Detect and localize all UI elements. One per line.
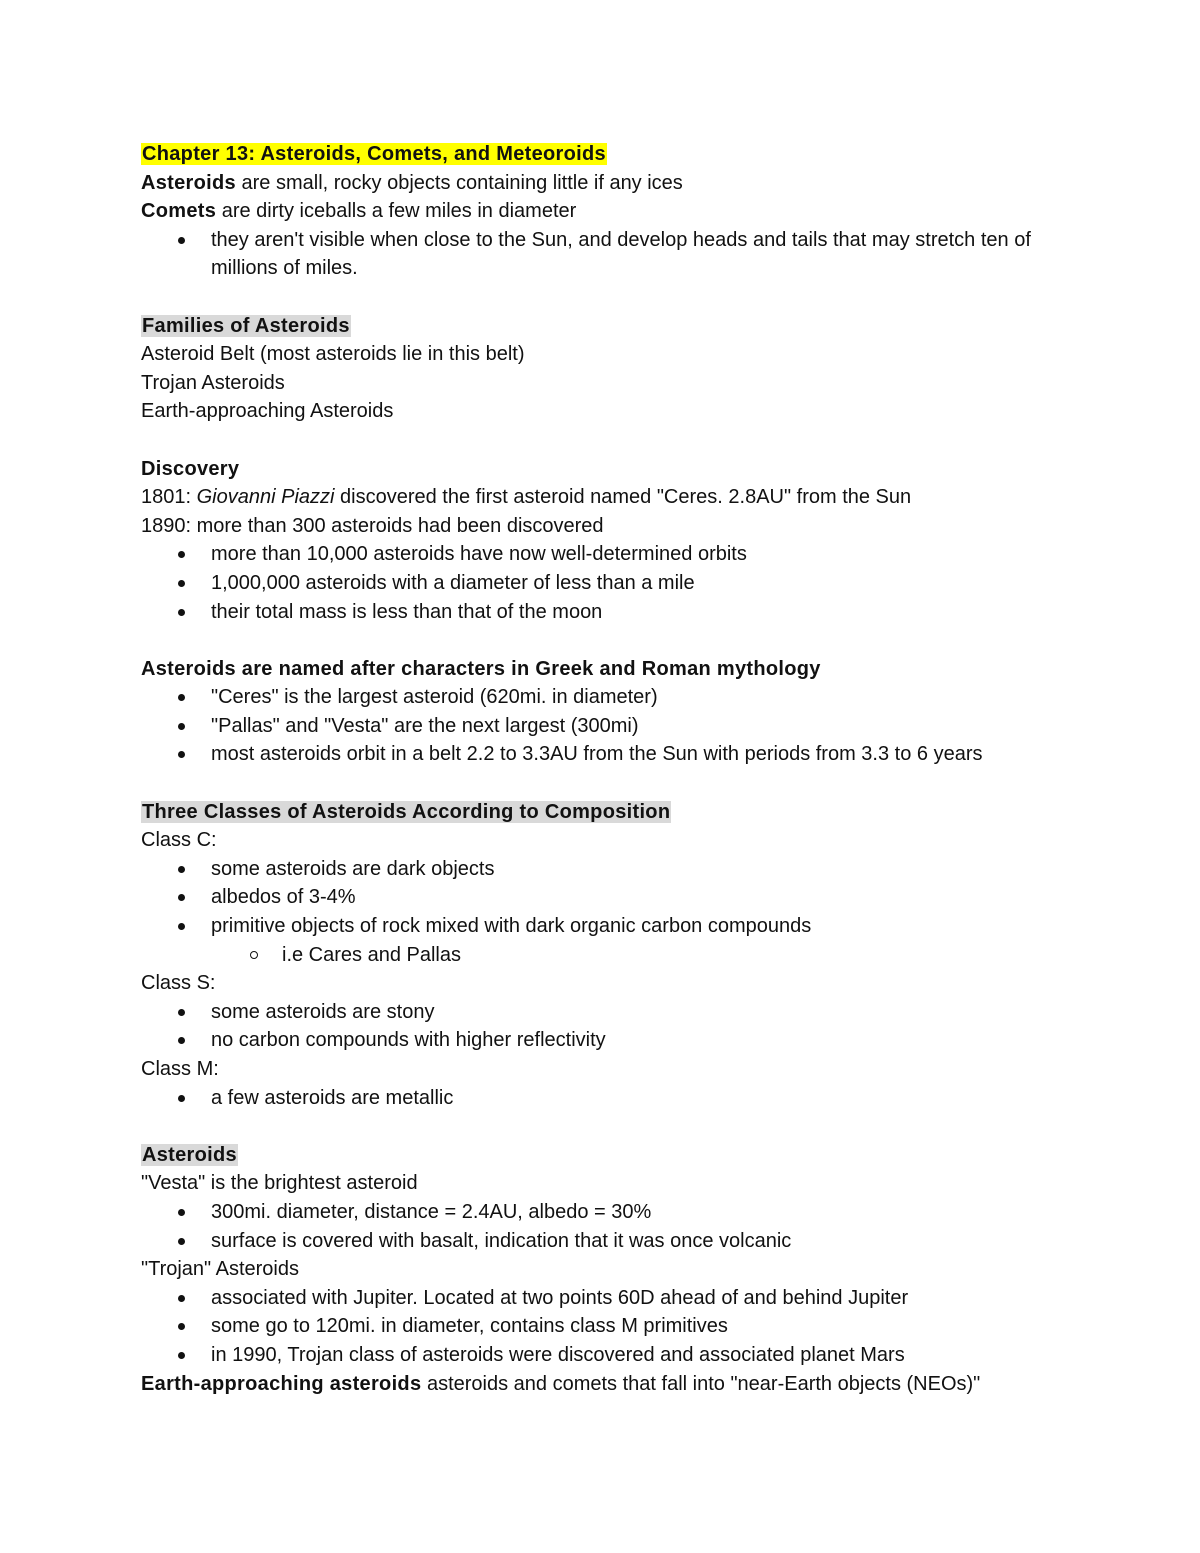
classes-heading-line <box>141 798 1071 827</box>
asteroids-heading: Asteroids <box>142 1143 237 1166</box>
comets-bullet-text: they aren't visible when close to the Sun, and develop heads and tails that may stretch ten of millions of miles. <box>211 228 1031 280</box>
list-item <box>141 569 1071 598</box>
list-item <box>141 855 1071 884</box>
comets-definition <box>141 197 1071 226</box>
sub-list-item-text: i.e Cares and Pallas <box>282 943 461 966</box>
list-item <box>141 883 1071 912</box>
asteroids-term: Asteroids <box>141 171 236 194</box>
list-item-text: some asteroids are dark objects <box>211 857 495 880</box>
list-item-text: associated with Jupiter. Located at two points 60D ahead of and behind Jupiter <box>211 1286 909 1309</box>
family-item: Trojan Asteroids <box>141 371 285 394</box>
list-item <box>141 683 1071 712</box>
list-item-text: "Ceres" is the largest asteroid (620mi. in diameter) <box>211 686 658 709</box>
bullet-icon <box>178 551 185 558</box>
earth-approaching-def-text: asteroids and comets that fall into "near-Earth objects (NEOs)" <box>421 1372 981 1395</box>
families-heading-line <box>141 312 1071 341</box>
bullet-icon <box>178 580 185 587</box>
mythology-heading-line <box>141 655 1071 684</box>
list-item <box>141 998 1071 1027</box>
list-item-text: more than 10,000 asteroids have now well-determined orbits <box>211 543 747 566</box>
bullet-icon <box>178 923 185 930</box>
classes-heading: Three Classes of Asteroids According to Composition <box>142 800 671 823</box>
document-page <box>141 140 1071 1398</box>
class-s-label: Class S: <box>141 972 216 995</box>
bullet-icon <box>178 1009 185 1016</box>
list-item-text: most asteroids orbit in a belt 2.2 to 3.3AU from the Sun with periods from 3.3 to 6 years <box>211 743 983 766</box>
earth-approaching-definition <box>141 1370 1071 1399</box>
comets-def-text: are dirty iceballs a few miles in diameter <box>216 200 577 223</box>
bullet-icon <box>178 1037 185 1044</box>
discovery-year: 1801: <box>141 486 197 509</box>
bullet-icon <box>178 894 185 901</box>
list-item <box>141 912 1071 941</box>
bullet-icon <box>178 866 185 873</box>
class-c-label: Class C: <box>141 829 217 852</box>
list-item <box>141 598 1071 627</box>
list-item-text: primitive objects of rock mixed with dark organic carbon compounds <box>211 915 812 938</box>
bullet-icon <box>178 694 185 701</box>
list-item <box>141 226 1071 283</box>
discovery-detail: discovered the first asteroid named "Ceres. 2.8AU" from the Sun <box>334 486 912 509</box>
list-item-text: no carbon compounds with higher reflectivity <box>211 1029 606 1052</box>
discovery-line-1890: 1890: more than 300 asteroids had been discovered <box>141 514 604 537</box>
bullet-icon <box>178 1095 185 1102</box>
list-item-text: 1,000,000 asteroids with a diameter of less than a mile <box>211 571 695 594</box>
list-item <box>141 740 1071 769</box>
list-item-text: "Pallas" and "Vesta" are the next largest (300mi) <box>211 714 639 737</box>
list-item-text: a few asteroids are metallic <box>211 1086 454 1109</box>
list-item <box>141 712 1071 741</box>
list-item <box>141 1227 1071 1256</box>
list-item-text: albedos of 3-4% <box>211 886 356 909</box>
bullet-icon <box>178 751 185 758</box>
bullet-icon <box>178 237 185 244</box>
family-item: Asteroid Belt (most asteroids lie in this belt) <box>141 343 525 366</box>
asteroids-definition <box>141 169 1071 198</box>
discovery-line-1801 <box>141 483 1071 512</box>
vesta-line: "Vesta" is the brightest asteroid <box>141 1172 418 1195</box>
list-item-text: their total mass is less than that of the moon <box>211 600 603 623</box>
list-item-text: in 1990, Trojan class of asteroids were discovered and associated planet Mars <box>211 1343 905 1366</box>
family-item: Earth-approaching Asteroids <box>141 400 394 423</box>
bullet-icon <box>178 1238 185 1245</box>
comets-term: Comets <box>141 200 217 223</box>
list-item <box>141 1026 1071 1055</box>
list-item <box>141 1198 1071 1227</box>
list-item-text: 300mi. diameter, distance = 2.4AU, albedo = 30% <box>211 1200 652 1223</box>
chapter-heading-line <box>141 140 1071 169</box>
asteroids-def-text: are small, rocky objects containing little if any ices <box>235 171 683 194</box>
bullet-icon <box>178 609 185 616</box>
bullet-icon <box>178 723 185 730</box>
bullet-icon <box>178 1352 185 1359</box>
list-item <box>141 540 1071 569</box>
families-heading: Families of Asteroids <box>142 314 350 337</box>
list-item-text: some go to 120mi. in diameter, contains class M primitives <box>211 1315 728 1338</box>
bullet-icon <box>178 1295 185 1302</box>
list-item <box>141 1341 1071 1370</box>
asteroids-heading-line <box>141 1141 1071 1170</box>
discovery-heading-line <box>141 455 1071 484</box>
trojan-line: "Trojan" Asteroids <box>141 1258 299 1281</box>
list-item-text: surface is covered with basalt, indication that it was once volcanic <box>211 1229 792 1252</box>
discoverer-name: Giovanni Piazzi <box>196 486 335 509</box>
class-m-label: Class M: <box>141 1058 219 1080</box>
bullet-icon <box>178 1323 185 1330</box>
list-item-text: some asteroids are stony <box>211 1000 435 1023</box>
bullet-icon <box>178 1209 185 1216</box>
list-item <box>141 1312 1071 1341</box>
hollow-bullet-icon <box>250 951 258 959</box>
discovery-heading: Discovery <box>141 457 240 480</box>
list-item <box>141 1284 1071 1313</box>
chapter-heading: Chapter 13: Asteroids, Comets, and Meteoroids <box>142 143 606 165</box>
sub-list-item <box>141 941 1071 970</box>
list-item <box>141 1084 1071 1113</box>
mythology-heading: Asteroids are named after characters in Greek and Roman mythology <box>141 657 821 680</box>
earth-approaching-term: Earth-approaching asteroids <box>141 1372 422 1395</box>
